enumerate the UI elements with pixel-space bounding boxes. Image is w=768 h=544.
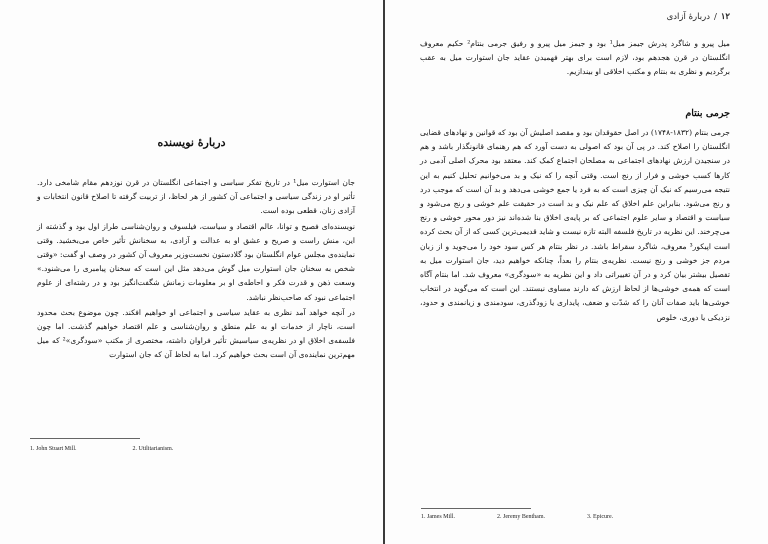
running-head: [667, 12, 730, 22]
left-footnotes: [30, 446, 173, 452]
book-title: دربارهٔ آزادی: [666, 12, 710, 22]
right-body-text: جرمی بنتام (۱۸۳۲-۱۷۴۸) در اصل حقوقدان بود و مقصد اصلیش آن بود که قوانین و نهادهای قضایی انگلستان را اصلاح کند. در پی آن بود که اصولی به دست آورد که هم رهنمای قانونگذار باشد و هم در سنجیدن ارزش نهادهای اجتماعی به مصلحان اجتماع کمک کند. معتقد بود محرک اصلی آدمی در کارها کسب خوشی و فرار از رنج است. وقتی آنچه را که نیک و بد می‌خوانیم تحلیل کنیم به این نتیجه می‌رسیم که نیک آن چیزی است که به فرد یا جمع خوشی می‌دهد و بد آن است که موجب درد و رنج می‌شود. بنابراین علم اخلاق که علم نیک و بد است در حقیقت علم خوشی و رنج می‌شود و سیاست و اقتصاد و سایر علوم اجتماعی که بر پایه‌ی اخلاق بنا شده‌اند نیز دور محور خوشی و رنج می‌چرخند. این نظریه در تاریخ فلسفه البته تازه نیست و شاید قدیمی‌ترین کسی که از آن بحث کرده است اپیکور³ معروف، شاگرد سقراط باشد. در نظر بنتام هر کس سود خود را می‌جوید و از زبان مردم جز خوشی و رنج نیست. نظریه‌ی بنتام را بعداً، چنانکه خواهیم دید، جان استوارت میل به تفصیل بیشتر بیان کرد و در آن تغییراتی داد و این نظریه به «سودگری» معروف شد. اما بنتام آگاه است که همه‌ی خوشی‌ها از لحاظ ارزش که دارند مساوی نیستند. این است که می‌گوید در انتخاب خوشی‌ها باید صفات آنان را که شدّت و ضعف، پایداری یا زودگذری، سودمندی و زیانمندی و حدود، نزدیکی یا دوری، خلوص: [420, 128, 730, 322]
right-page: [385, 0, 768, 544]
left-paragraph: جان استوارت میل¹ در تاریخ تفکر سیاسی و اجتماعی انگلستان در قرن نوزدهم مقام شامخی دارد. تأثیر او در زندگی سیاسی و اجتماعی آن کشور از هر لحاظ، از تربیت گرفته تا اصلاح قانون انتخابات و آزادی زنان، قطعی بوده است.: [37, 178, 355, 216]
footnote: 2. Utilitarianism.: [132, 446, 174, 452]
page-title: دربارهٔ نویسنده: [157, 136, 226, 149]
left-paragraph: در آنچه خواهد آمد نظری به عقاید سیاسی و اجتماعی او خواهیم افکند. چون موضوع بحث محدود است، ناچار از خدمات او به علم منطق و روان‌شناسی و علم اقتصاد خواهیم گذشت. اما چون فلسفه‌ی اخلاق او در نظریه‌ی سیاسیش تأثیر فراوان داشته، مختصری از مکتب «سودگری»² که میل مهم‌ترین نماینده‌ی آن است بحث خواهیم کرد. اما به لحاظ آن که جان استوارت: [37, 307, 355, 360]
footnote: 1. John Stuart Mill.: [30, 446, 77, 452]
footnote-divider: [421, 508, 531, 509]
running-head-separator: /: [713, 12, 717, 22]
left-body-text: [37, 176, 355, 363]
section-heading: جرمی بنتام: [685, 108, 730, 119]
footnote-divider: [30, 438, 140, 439]
footnote: 1. James Mill.: [421, 514, 455, 520]
left-page: [0, 0, 383, 544]
footnote: 2. Jeremy Bentham.: [497, 514, 545, 520]
right-footnotes: [421, 514, 613, 520]
footnote: 3. Epicure.: [587, 514, 614, 520]
left-paragraph: نویسنده‌ای فصیح و توانا، عالم اقتصاد و سیاست، فیلسوف و روان‌شناسی طراز اول بود و گذشته از این، منش راست و صریح و عشق او به عدالت و آزادی، به سخنانش تأثیر خاص می‌بخشید. وقتی نماینده‌ی مجلس عوام انگلستان بود گلادستون نخست‌وزیر معروف آن کشور در وصف او گفت: «وقتی شخص به سخنان جان استوارت میل گوش می‌دهد مثل این است که سخنان پیامبری را می‌شنود.» وسعت ذهن و قدرت فکر و احاطه‌ی او بر معلومات زمانش شگفت‌انگیز بود و در رشته‌ای از علوم اجتماعی نبود که صاحب‌نظر نباشد.: [37, 221, 355, 302]
right-intro-text: میل پیرو و شاگرد پدرش جیمز میل¹ بود و جیمز میل پیرو و رفیق جرمی بنتام² حکیم معروف انگلستان در قرن هجدهم بود، لازم است برای بهتر فهمیدن عقاید جان استوارت میل به عقب برگردیم و نظری به بنتام و مکتب اخلاقی او بیندازیم.: [420, 39, 730, 77]
page-number: ۱۲: [720, 12, 730, 22]
